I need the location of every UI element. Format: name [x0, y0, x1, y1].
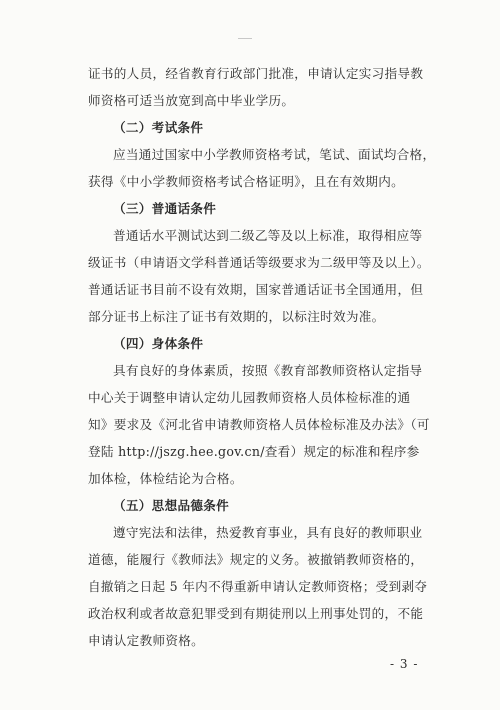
text-line: 师资格可适当放宽到高中毕业学历。	[88, 93, 295, 108]
text-line: 普通话证书目前不设有效期，国家普通话证书全国通用，但	[88, 282, 424, 297]
section-heading-morality: （五）思想品德条件	[113, 498, 230, 513]
text-line: 具有良好的身体素质，按照《教育部教师资格认定指导	[113, 363, 423, 378]
paragraph-mandarin-requirement	[88, 222, 430, 330]
text-line: 道德，能履行《教师法》规定的义务。被撤销教师资格的，	[88, 552, 424, 567]
paragraph-morality-requirement	[88, 519, 430, 654]
scan-speck	[238, 38, 252, 39]
section-heading-exam: （二）考试条件	[113, 120, 204, 135]
paragraph-exam-requirement	[88, 141, 436, 195]
text-line: 申请认定教师资格。	[88, 633, 205, 648]
text-line: 应当通过国家中小学教师资格考试，笔试、面试均合格，	[113, 147, 436, 162]
text-line: 普通话水平测试达到二级乙等及以上标准，取得相应等	[113, 228, 423, 243]
text-line: 加体检，体检结论为合格。	[88, 471, 243, 486]
section-heading-mandarin: （三）普通话条件	[113, 201, 217, 216]
document-body	[88, 60, 436, 654]
text-line: 证书的人员，经省教育行政部门批准，申请认定实习指导教	[88, 66, 424, 81]
text-line: 获得《中小学教师资格考试合格证明》，且在有效期内。	[88, 174, 405, 189]
text-line: 中心关于调整申请认定幼儿园教师资格人员体检标准的通	[88, 390, 411, 405]
text-line: 登陆 http://jszg.hee.gov.cn/查看）规定的标准和程序参	[88, 444, 420, 459]
page-number: - 3 -	[390, 657, 419, 671]
paragraph-education-requirement	[88, 60, 430, 114]
paragraph-health-requirement	[88, 357, 430, 492]
text-line: 自撤销之日起 5 年内不得重新申请认定教师资格；受到剥夺	[88, 579, 428, 594]
text-line: 级证书（申请语文学科普通话等级要求为二级甲等及以上）。	[88, 255, 430, 270]
text-line: 知》要求及《河北省申请教师资格人员体检标准及办法》（可	[88, 417, 430, 432]
section-heading-health: （四）身体条件	[113, 336, 204, 351]
text-line: 部分证书上标注了证书有效期的，以标注时效为准。	[88, 309, 385, 324]
text-line: 政治权利或者故意犯罪受到有期徒刑以上刑事处罚的，不能	[88, 606, 424, 621]
text-line: 遵守宪法和法律，热爱教育事业，具有良好的教师职业	[113, 525, 423, 540]
